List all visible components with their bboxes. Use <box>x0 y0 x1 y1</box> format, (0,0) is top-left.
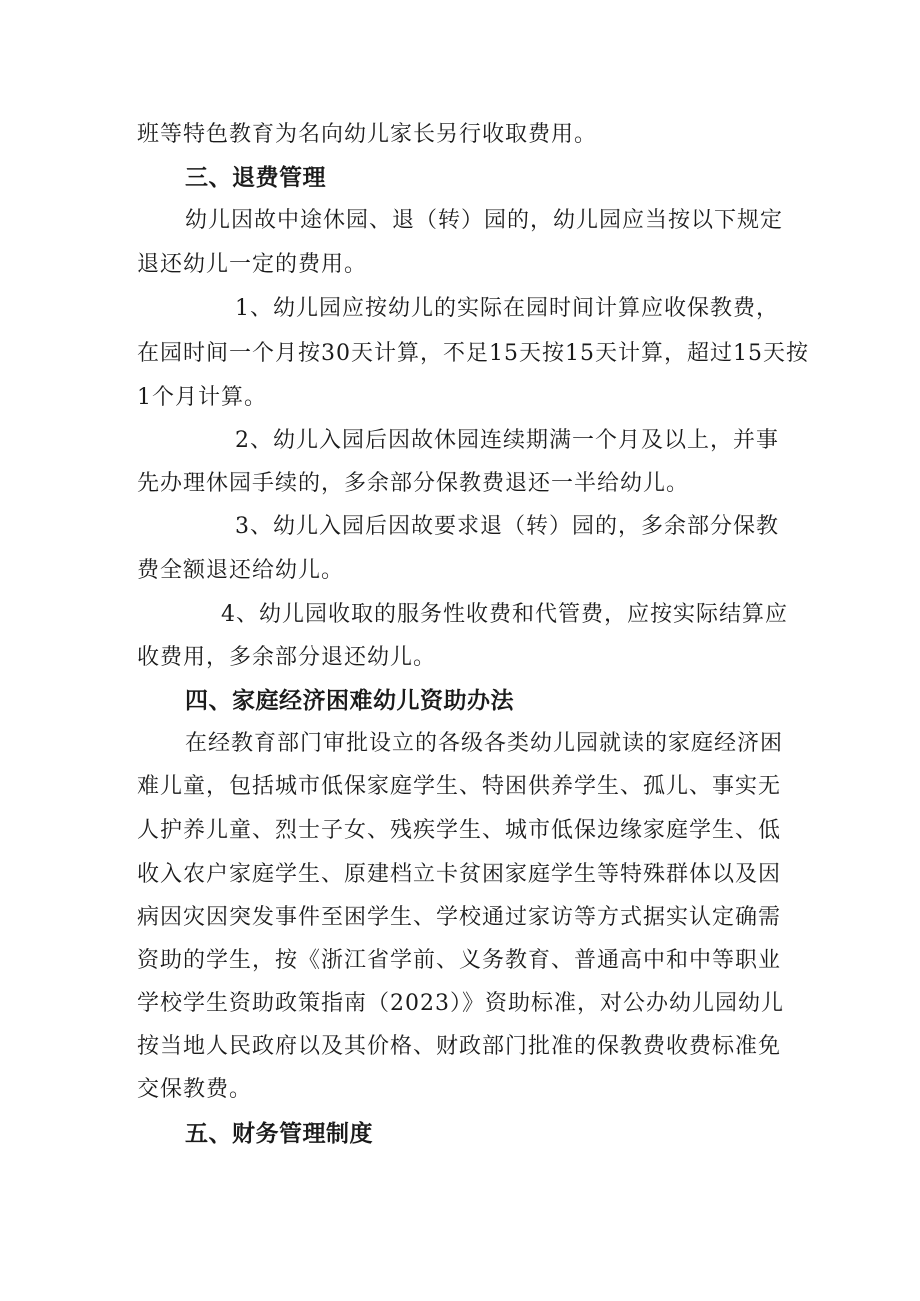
list-item-1: 1、幼儿园应按幼儿的实际在园时间计算应收保教费， <box>235 296 779 321</box>
text-line: 1个月计算。 <box>137 385 267 410</box>
text-line: 先办理休园手续的，多余部分保教费退还一半给幼儿。 <box>137 471 690 496</box>
text-line: 在经教育部门审批设立的各级各类幼儿园就读的家庭经济困 <box>185 731 784 756</box>
section-heading-finance: 五、财务管理制度 <box>185 1121 373 1147</box>
list-item-4: 4、幼儿园收取的服务性收费和代管费，应按实际结算应 <box>221 602 788 627</box>
text-line: 交保教费。 <box>137 1077 253 1102</box>
text-line: 退还幼儿一定的费用。 <box>137 252 368 277</box>
text-line: 班等特色教育为名向幼儿家长另行收取费用。 <box>137 122 598 147</box>
text-line: 病因灾因突发事件至困学生、学校通过家访等方式据实认定确需 <box>137 905 782 930</box>
section-heading-refund: 三、退费管理 <box>185 165 326 191</box>
text-line: 幼儿因故中途休园、退（转）园的，幼儿园应当按以下规定 <box>185 208 784 233</box>
text-line: 资助的学生，按《浙江省学前、义务教育、普通高中和中等职业 <box>137 948 782 973</box>
text-line: 人护养儿童、烈士子女、残疾学生、城市低保边缘家庭学生、低 <box>137 818 782 843</box>
text-line: 收入农户家庭学生、原建档立卡贫困家庭学生等特殊群体以及因 <box>137 862 782 887</box>
list-item-2: 2、幼儿入园后因故休园连续期满一个月及以上，并事 <box>235 428 779 453</box>
section-heading-aid: 四、家庭经济困难幼儿资助办法 <box>185 688 514 714</box>
text-line: 学校学生资助政策指南（2023）》资助标准，对公办幼儿园幼儿 <box>137 991 784 1016</box>
text-line: 难儿童，包括城市低保家庭学生、特困供养学生、孤儿、事实无 <box>137 774 782 799</box>
text-line: 按当地人民政府以及其价格、财政部门批准的保教费收费标准免 <box>137 1034 782 1059</box>
text-line: 收费用，多余部分退还幼儿。 <box>137 645 437 670</box>
list-item-3: 3、幼儿入园后因故要求退（转）园的，多余部分保教 <box>235 514 779 539</box>
text-line: 在园时间一个月按30天计算，不足15天按15天计算，超过15天按 <box>137 341 809 366</box>
text-line: 费全额退还给幼儿。 <box>137 558 345 583</box>
